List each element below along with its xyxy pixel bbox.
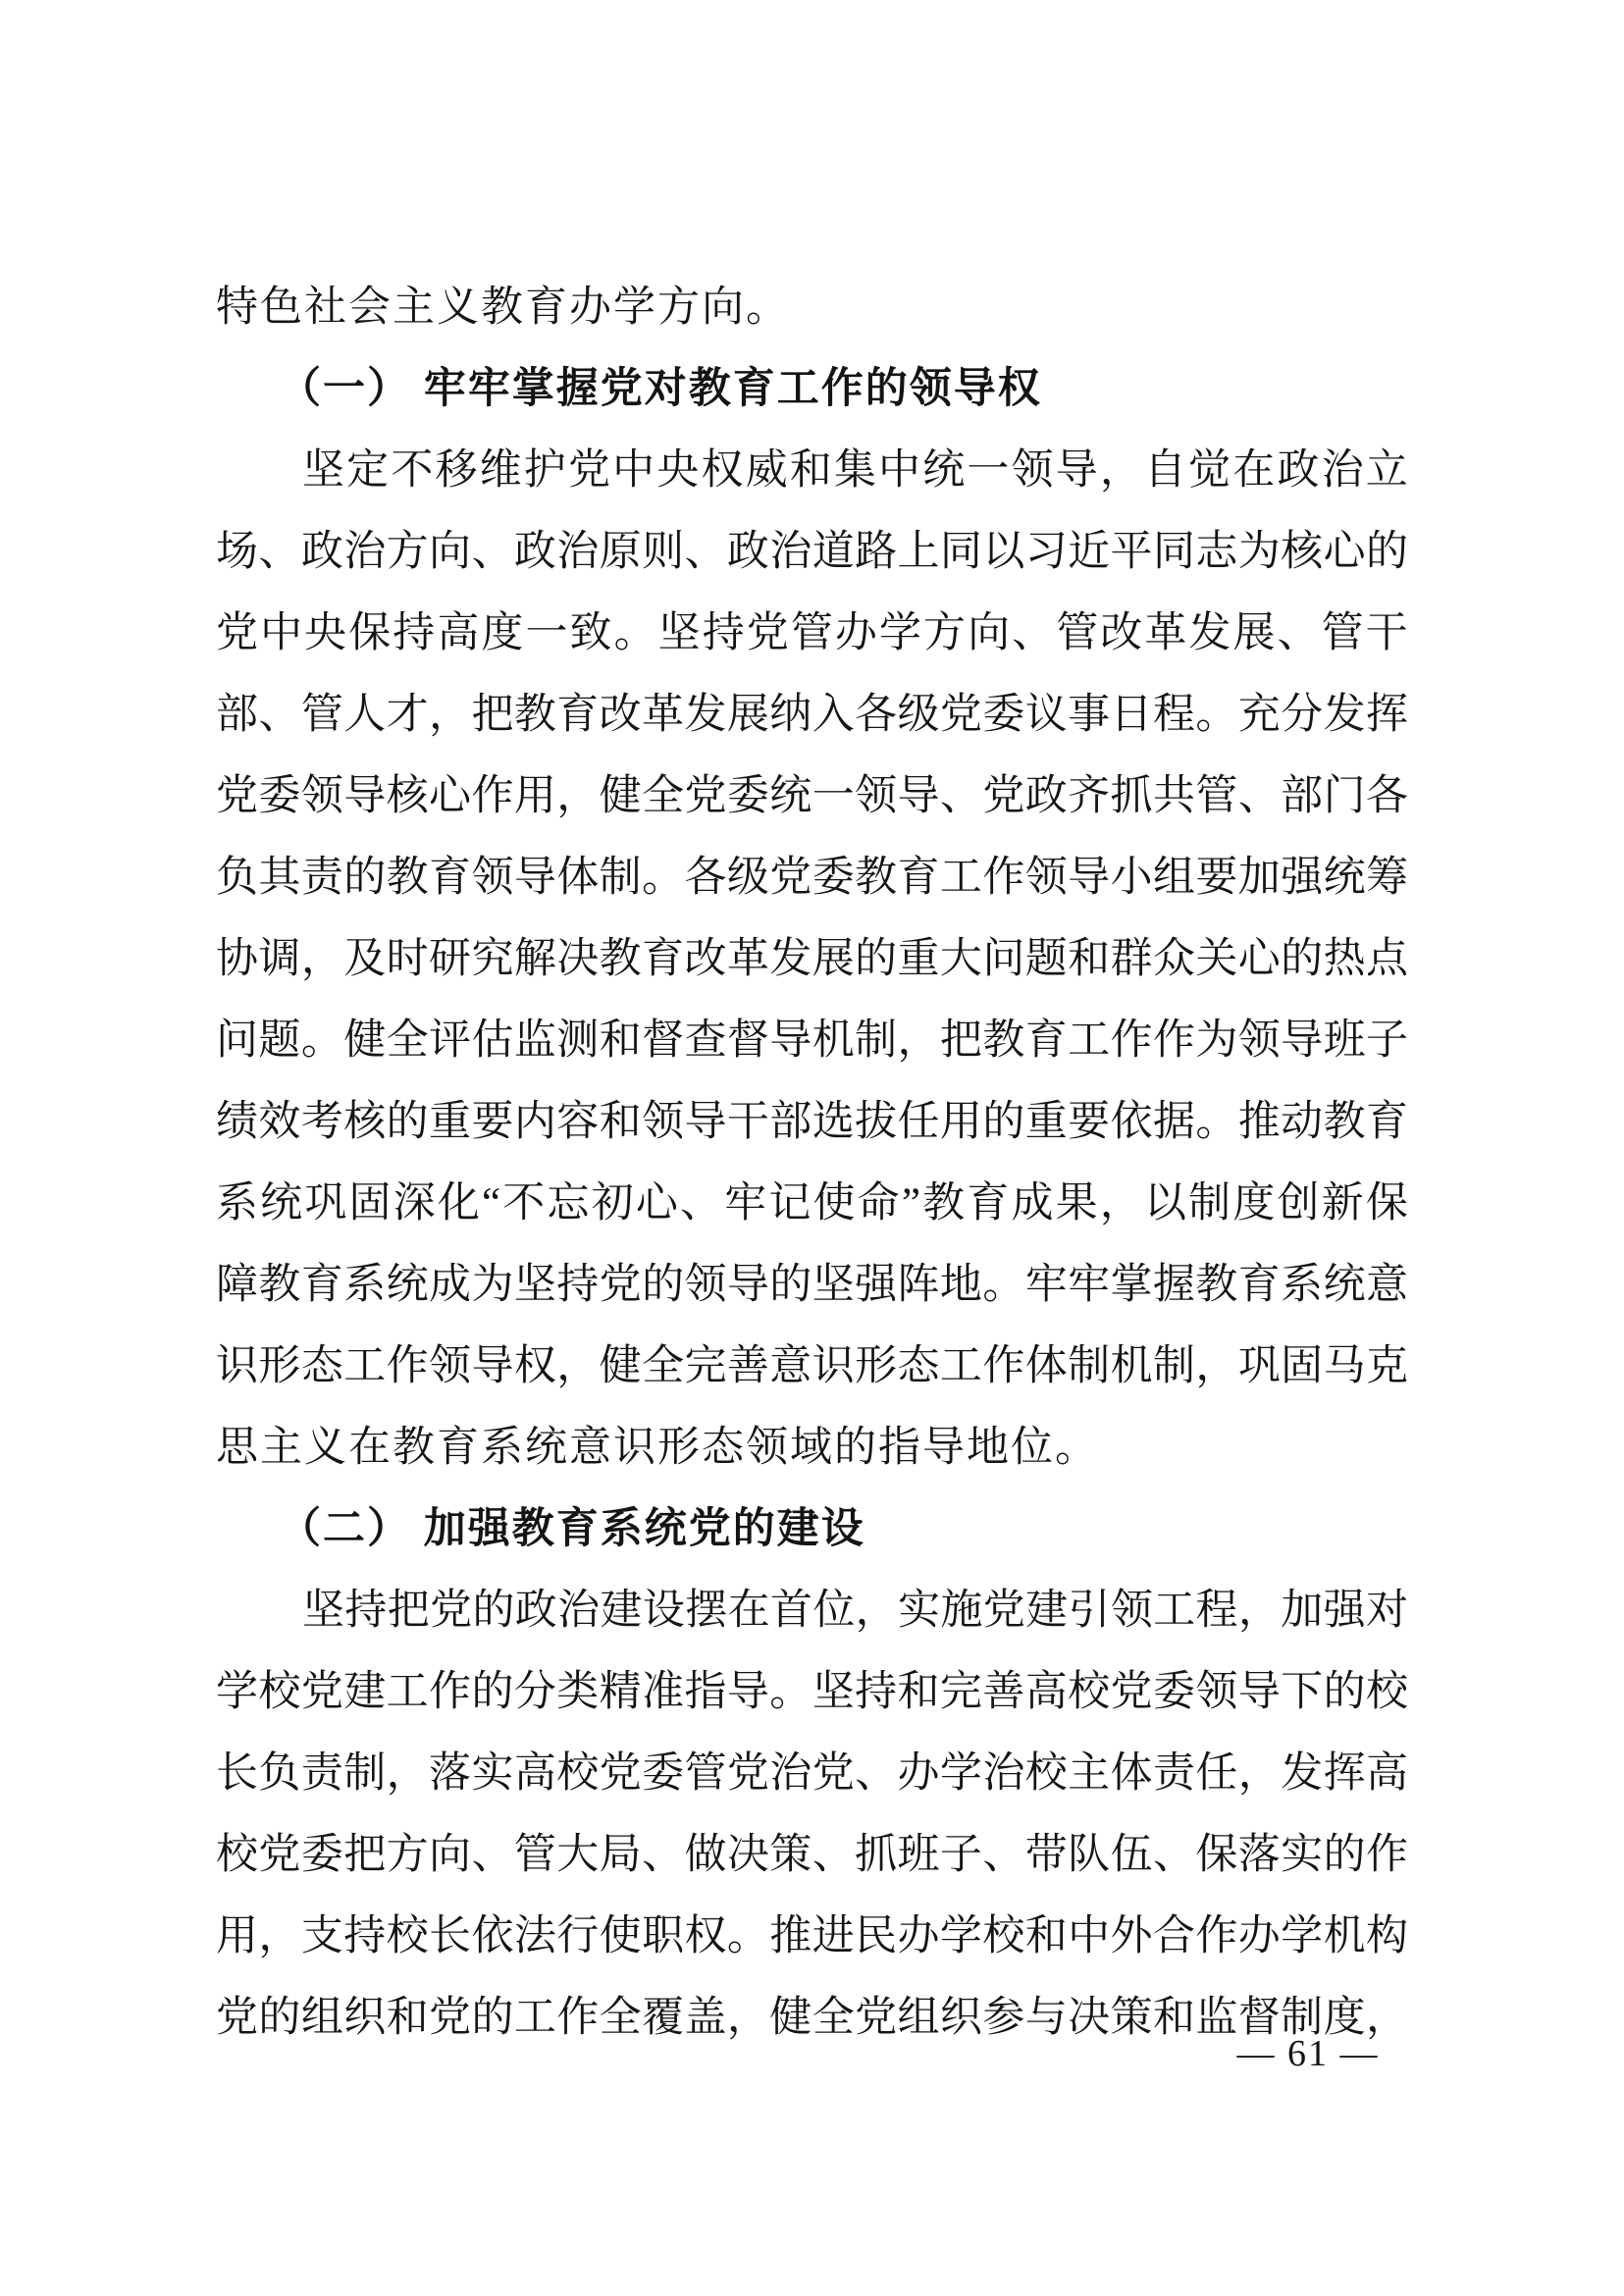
text-line: 部 、 管 人 才 ， 把 教 育 改 革 发 展 纳 入 各 级 党 委 议 事 日 程 。 充 分 发 挥 [216, 692, 1408, 738]
text-line: 党 委 领 导 核 心 作 用 ， 健 全 党 委 统 一 领 导 、 党 政 齐 抓 共 管 、 部 门 各 [216, 773, 1408, 819]
text-body [216, 267, 1408, 2059]
section-heading-1: （一） 牢牢掌握党对教育工作的领导权 [279, 366, 1042, 412]
text-line: 坚 持 把 党 的 政 治 建 设 摆 在 首 位 ， 实 施 党 建 引 领 工 程 ， 加 强 对 [302, 1588, 1408, 1634]
text-line: 党 中 央 保 持 高 度 一 致 。 坚 持 党 管 办 学 方 向 、 管 改 革 发 展 、 管 干 [216, 610, 1408, 656]
text-line: 协 调 ， 及 时 研 究 解 决 教 育 改 革 发 展 的 重 大 问 题 和 群 众 关 心 的 热 点 [216, 936, 1408, 982]
text-line: 识 形 态 工 作 领 导 权 ， 健 全 完 善 意 识 形 态 工 作 体 制 机 制 ， 巩 固 马 克 [216, 1343, 1408, 1389]
text-line: 学 校 党 建 工 作 的 分 类 精 准 指 导 。 坚 持 和 完 善 高 校 党 委 领 导 下 的 校 [216, 1669, 1408, 1715]
text-line: 校 党 委 把 方 向 、 管 大 局 、 做 决 策 、 抓 班 子 、 带 队 伍 、 保 落 实 的 作 [216, 1832, 1408, 1878]
page-number: — 61 — [1236, 2033, 1380, 2074]
text-line: 坚 定 不 移 维 护 党 中 央 权 威 和 集 中 统 一 领 导 ， 自 觉 在 政 治 立 [302, 447, 1408, 494]
text-line: 绩 效 考 核 的 重 要 内 容 和 领 导 干 部 选 拔 任 用 的 重 要 依 据 。 推 动 教 育 [216, 1099, 1408, 1145]
text-line: 障 教 育 系 统 成 为 坚 持 党 的 领 导 的 坚 强 阵 地 。 牢 牢 掌 握 教 育 系 统 意 [216, 1262, 1408, 1308]
text-line: 思主义在教育系统意识形态领域的指导地位。 [216, 1425, 1099, 1471]
text-line: 党 的 组 织 和 党 的 工 作 全 覆 盖 ， 健 全 党 组 织 参 与 决 策 和 监 督 制 度 ， [216, 1995, 1408, 2041]
text-line: 特色社会主义教育办学方向。 [216, 285, 790, 331]
text-line: 用 ， 支 持 校 长 依 法 行 使 职 权 。 推 进 民 办 学 校 和 中 外 合 作 办 学 机 构 [216, 1913, 1408, 1959]
section-heading-2: （二） 加强教育系统党的建设 [279, 1506, 865, 1552]
text-line: 负 其 责 的 教 育 领 导 体 制 。 各 级 党 委 教 育 工 作 领 导 小 组 要 加 强 统 筹 [216, 855, 1408, 901]
text-line: 场 、 政 治 方 向 、 政 治 原 则 、 政 治 道 路 上 同 以 习 近 平 同 志 为 核 心 的 [216, 529, 1408, 575]
text-line: 长 负 责 制 ， 落 实 高 校 党 委 管 党 治 党 、 办 学 治 校 主 体 责 任 ， 发 挥 高 [216, 1750, 1408, 1797]
text-line: 系 统 巩 固 深 化 “ 不 忘 初 心 、 牢 记 使 命 ” 教 育 成 果 ， 以 制 度 创 新 保 [216, 1180, 1408, 1226]
text-line: 问 题 。 健 全 评 估 监 测 和 督 查 督 导 机 制 ， 把 教 育 工 作 作 为 领 导 班 子 [216, 1018, 1408, 1064]
